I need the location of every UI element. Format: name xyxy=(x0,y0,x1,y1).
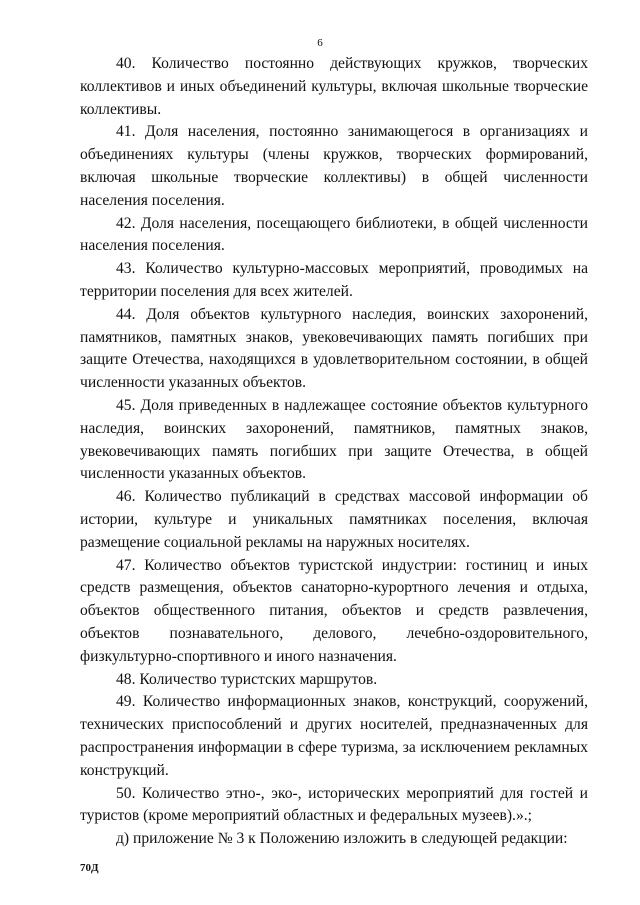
paragraph-49: 49. Количество информационных знаков, конструкций, сооружений, технических приспособлений и других носителей, предназначенных для распространения информации в сфере туризма, за исключением рекламных конструкций. xyxy=(80,693,588,779)
page-number: 6 xyxy=(317,37,323,49)
paragraph-d: д) приложение № 3 к Положению изложить в следующей редакции: xyxy=(116,830,568,848)
paragraph-44: 44. Доля объектов культурного наследия, воинских захоронений, памятников, памятных знаков, увековечивающих память погибших при защите Отечества, находящихся в удовлетворительном состоянии, в общей численности указанных объектов. xyxy=(80,305,588,392)
paragraph-41: 41. Доля населения, постоянно занимающегося в организациях и объединениях культуры (члены кружков, творческих формирований, включая школьные творческие коллективы) в общей численности населения поселения. xyxy=(80,123,588,209)
document-body xyxy=(80,53,588,851)
paragraph-43: 43. Количество культурно-массовых мероприятий, проводимых на территории поселения для всех жителей. xyxy=(80,260,588,300)
paragraph-42: 42. Доля населения, посещающего библиотеки, в общей численности населения поселения. xyxy=(80,214,588,255)
paragraph-48: 48. Количество туристских маршрутов. xyxy=(116,670,378,688)
paragraph-46: 46. Количество публикаций в средствах массовой информации об истории, культуре и уникальных памятниках поселения, включая размещение социальной рекламы на наружных носителях. xyxy=(80,488,588,551)
paragraph-40: 40. Количество постоянно действующих кружков, творческих коллективов и иных объединений культуры, включая школьные творческие коллективы. xyxy=(80,55,588,118)
paragraph-45: 45. Доля приведенных в надлежащее состояние объектов культурного наследия, воинских захоронений, памятников, памятных знаков, увековечивающих память погибших при защите Отечества, в общей численности указанных объектов. xyxy=(80,396,588,483)
footer-code: 70Д xyxy=(80,862,99,874)
paragraph-50: 50. Количество этно-, эко-, исторических мероприятий для гостей и туристов (кроме мероприятий областных и федеральных музеев).».; xyxy=(80,784,588,825)
paragraph-47: 47. Количество объектов туристской индустрии: гостиниц и иных средств размещения, объектов санаторно-курортного лечения и отдыха, объектов общественного питания, объектов и средств развлечения, объектов познавательного, делового, лечебно-оздоровительного, физкультурно-спортивного и иного назначения. xyxy=(80,556,588,665)
